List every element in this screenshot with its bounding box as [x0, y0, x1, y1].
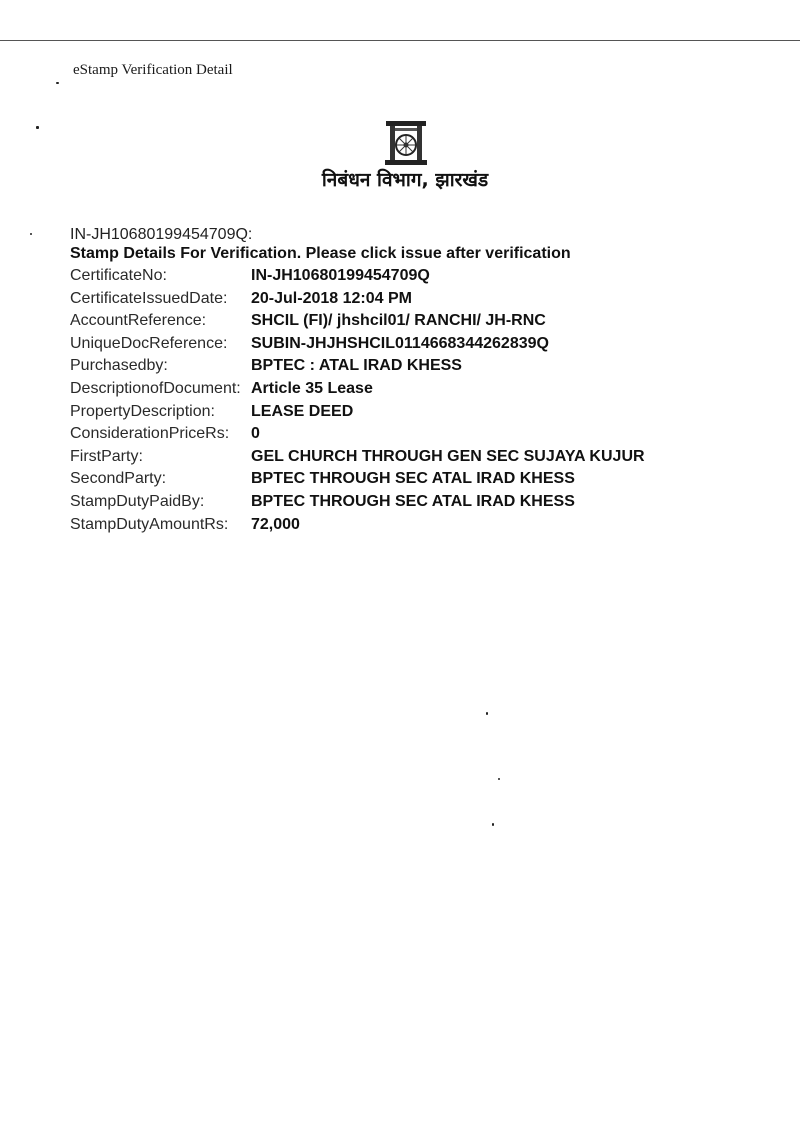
scan-speck	[486, 712, 488, 715]
scan-speck	[56, 82, 59, 84]
detail-label: FirstParty:	[70, 447, 143, 465]
detail-value: BPTEC THROUGH SEC ATAL IRAD KHESS	[251, 470, 575, 488]
detail-row-first-party	[70, 446, 760, 469]
detail-label: PropertyDescription:	[70, 402, 215, 420]
department-name: निबंधन विभाग, झारखंड	[321, 169, 489, 191]
detail-row-stamp-duty-amount	[70, 514, 760, 537]
detail-label: DescriptionofDocument:	[70, 379, 241, 397]
detail-label: UniqueDocReference:	[70, 334, 228, 352]
detail-label: ConsiderationPriceRs:	[70, 425, 230, 443]
detail-value: SHCIL (FI)/ jhshcil01/ RANCHI/ JH-RNC	[251, 312, 546, 330]
detail-value: Article 35 Lease	[251, 379, 373, 397]
detail-value: BPTEC : ATAL IRAD KHESS	[251, 357, 462, 375]
detail-label: CertificateNo:	[70, 267, 167, 284]
detail-row-purchased-by	[70, 355, 760, 378]
detail-row-issued-date	[70, 288, 760, 311]
detail-value: GEL CHURCH THROUGH GEN SEC SUJAYA KUJUR	[251, 447, 645, 465]
detail-value: BPTEC THROUGH SEC ATAL IRAD KHESS	[251, 492, 575, 510]
detail-value: IN-JH10680199454709Q	[251, 267, 430, 284]
detail-value: SUBIN-JHJHSHCIL0114668344262839Q	[251, 334, 549, 352]
detail-label: SecondParty:	[70, 470, 167, 488]
stamp-details	[70, 265, 760, 536]
detail-label: StampDutyPaidBy:	[70, 492, 205, 510]
detail-label: StampDutyAmountRs:	[70, 515, 229, 533]
top-divider	[0, 40, 800, 41]
detail-value: 72,000	[251, 515, 300, 533]
detail-row-document-description	[70, 378, 760, 401]
page-title: eStamp Verification Detail	[73, 62, 233, 78]
detail-label: AccountReference:	[70, 312, 207, 330]
scan-speck	[492, 823, 494, 826]
detail-row-unique-doc-reference	[70, 333, 760, 356]
detail-value: 20-Jul-2018 12:04 PM	[251, 289, 412, 307]
detail-label: CertificateIssuedDate:	[70, 289, 228, 307]
detail-value: LEASE DEED	[251, 402, 354, 420]
detail-row-property-description	[70, 401, 760, 424]
certificate-heading: IN-JH10680199454709Q:	[70, 226, 253, 243]
detail-row-account-reference	[70, 310, 760, 333]
scan-speck	[498, 778, 500, 780]
scan-speck	[36, 126, 39, 129]
detail-value: 0	[251, 425, 260, 443]
detail-row-certificate-no	[70, 265, 760, 288]
detail-row-consideration-price	[70, 423, 760, 446]
scan-speck	[30, 233, 32, 235]
detail-row-second-party	[70, 468, 760, 491]
detail-row-stamp-duty-paid-by	[70, 491, 760, 514]
detail-label: Purchasedby:	[70, 357, 168, 375]
state-emblem-icon	[384, 120, 428, 166]
verification-instruction: Stamp Details For Verification. Please click issue after verification	[70, 245, 571, 262]
